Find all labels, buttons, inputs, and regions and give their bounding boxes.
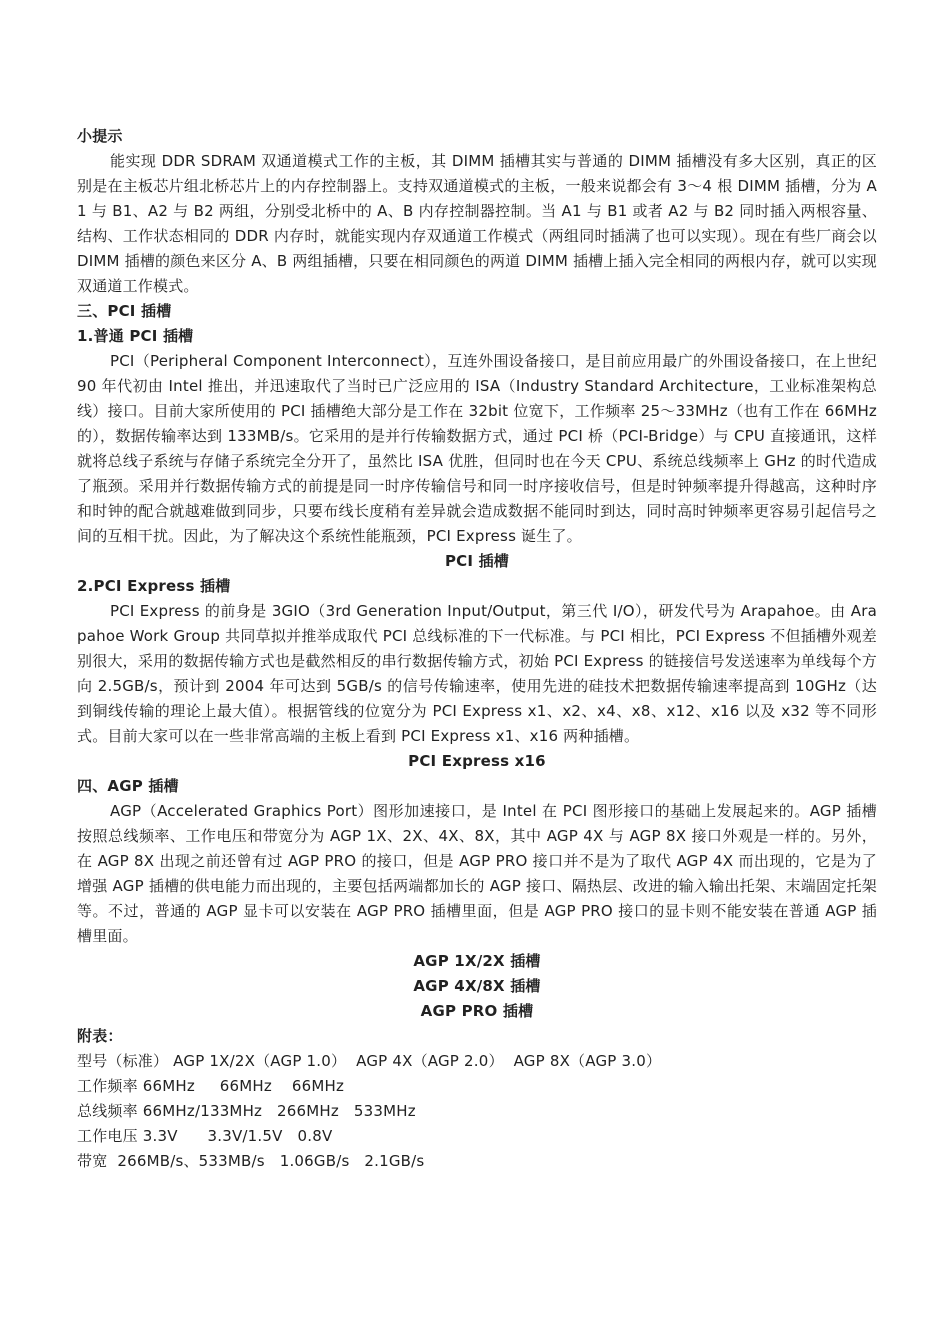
agp-1x2x-caption: AGP 1X/2X 插槽: [413, 952, 541, 970]
appendix-row-model: 型号（标准） AGP 1X/2X（AGP 1.0） AGP 4X（AGP 2.0） AGP 8X（AGP 3.0）: [77, 1052, 662, 1070]
tip-paragraph: 能实现 DDR SDRAM 双通道模式工作的主板，其 DIMM 插槽其实与普通的 DIMM 插槽没有多大区别，真正的区别是在主板芯片组北桥芯片上的内存控制器上。支持双通道模式的主板，一般来说都会有 3～4 根 DIMM 插槽，分为 A1 与 B1、A2 与 B2 两组，分别受北桥中的 A、B 内存控制器控制。当 A1 与 B1 或者 A2 与 B2 同时插入两根容量、结构、工作状态相同的 DDR 内存时，就能实现内存双通道工作模式（两组同时插满了也可以实现）。现在有些厂商会以 DIMM 插槽的颜色来区分 A、B 两组插槽，只要在相同颜色的两道 DIMM 插槽上插入完全相同的两根内存，就可以实现双通道工作模式。: [77, 152, 877, 295]
pci-express-paragraph: PCI Express 的前身是 3GIO（3rd Generation Input/Output，第三代 I/O），研发代号为 Arapahoe。由 Arapahoe Work Group 共同草拟并推举成取代 PCI 总线标准的下一代标准。与 PCI 相比，PCI Express 不但插槽外观差别很大，采用的数据传输方式也是截然相反的串行数据传输方式，初始 PCI Express 的链接信号发送速率为单线每个方向 2.5GB/s，预计到 2004 年可达到 5GB/s 的信号传输速率，使用先进的硅技术把数据传输速率提高到 10GHz（达到铜线传输的理论上最大值）。根据管线的位宽分为 PCI Express x1、x2、x4、x8、x12、x16 以及 x32 等不同形式。目前大家可以在一些非常高端的主板上看到 PCI Express x1、x16 两种插槽。: [77, 602, 877, 745]
pci-express-caption: PCI Express x16: [408, 752, 546, 770]
pci-express-heading: 2.PCI Express 插槽: [77, 577, 231, 595]
appendix-row-voltage: 工作电压 3.3V 3.3V/1.5V 0.8V: [77, 1127, 333, 1145]
appendix-heading: 附表：: [77, 1027, 123, 1045]
pci-slot-caption: PCI 插槽: [444, 552, 509, 570]
pci-standard-paragraph: PCI（Peripheral Component Interconnect），互连外围设备接口，是目前应用最广的外围设备接口，在上世纪 90 年代初由 Intel 推出，并迅速取代了当时已广泛应用的 ISA（Industry Standard Architecture，工业标准架构总线）接口。目前大家所使用的 PCI 插槽绝大部分是工作在 32bit 位宽下，工作频率 25～33MHz（也有工作在 66MHz 的），数据传输率达到 133MB/s。它采用的是并行传输数据方式，通过 PCI 桥（PCI-Bridge）与 CPU 直接通讯，这样就将总线子系统与存储子系统完全分开了，虽然比 ISA 优胜，但同时也在今天 CPU、系统总线频率上 GHz 的时代造成了瓶颈。采用并行数据传输方式的前提是同一时序传输信号和同一时序接收信号，但是时钟频率提升得越高，这种时序和时钟的配合就越难做到同步，只要布线长度稍有差异就会造成数据不能同时到达，同时高时钟频率更容易引起信号之间的互相干扰。因此，为了解决这个系统性能瓶颈，PCI Express 诞生了。: [77, 352, 877, 545]
pci-section-heading: 三、PCI 插槽: [77, 302, 172, 320]
appendix-row-bandwidth: 带宽 266MB/s、533MB/s 1.06GB/s 2.1GB/s: [77, 1152, 425, 1170]
document-page: [77, 124, 877, 1174]
agp-section-heading: 四、AGP 插槽: [77, 777, 179, 795]
agp-pro-caption: AGP PRO 插槽: [420, 1002, 534, 1020]
appendix-row-frequency: 工作频率 66MHz 66MHz 66MHz: [77, 1077, 345, 1095]
tip-heading: 小提示: [77, 127, 123, 145]
agp-4x8x-caption: AGP 4X/8X 插槽: [413, 977, 541, 995]
appendix-row-bus-frequency: 总线频率 66MHz/133MHz 266MHz 533MHz: [77, 1102, 416, 1120]
agp-paragraph: AGP（Accelerated Graphics Port）图形加速接口，是 Intel 在 PCI 图形接口的基础上发展起来的。AGP 插槽按照总线频率、工作电压和带宽分为 AGP 1X、2X、4X、8X，其中 AGP 4X 与 AGP 8X 接口外观是一样的。另外，在 AGP 8X 出现之前还曾有过 AGP PRO 的接口，但是 AGP PRO 接口并不是为了取代 AGP 4X 而出现的，它是为了增强 AGP 插槽的供电能力而出现的，主要包括两端都加长的 AGP 接口、隔热层、改进的输入输出托架、末端固定托架等。不过，普通的 AGP 显卡可以安装在 AGP PRO 插槽里面，但是 AGP PRO 接口的显卡则不能安装在普通 AGP 插槽里面。: [77, 802, 877, 945]
pci-standard-heading: 1.普通 PCI 插槽: [77, 327, 194, 345]
